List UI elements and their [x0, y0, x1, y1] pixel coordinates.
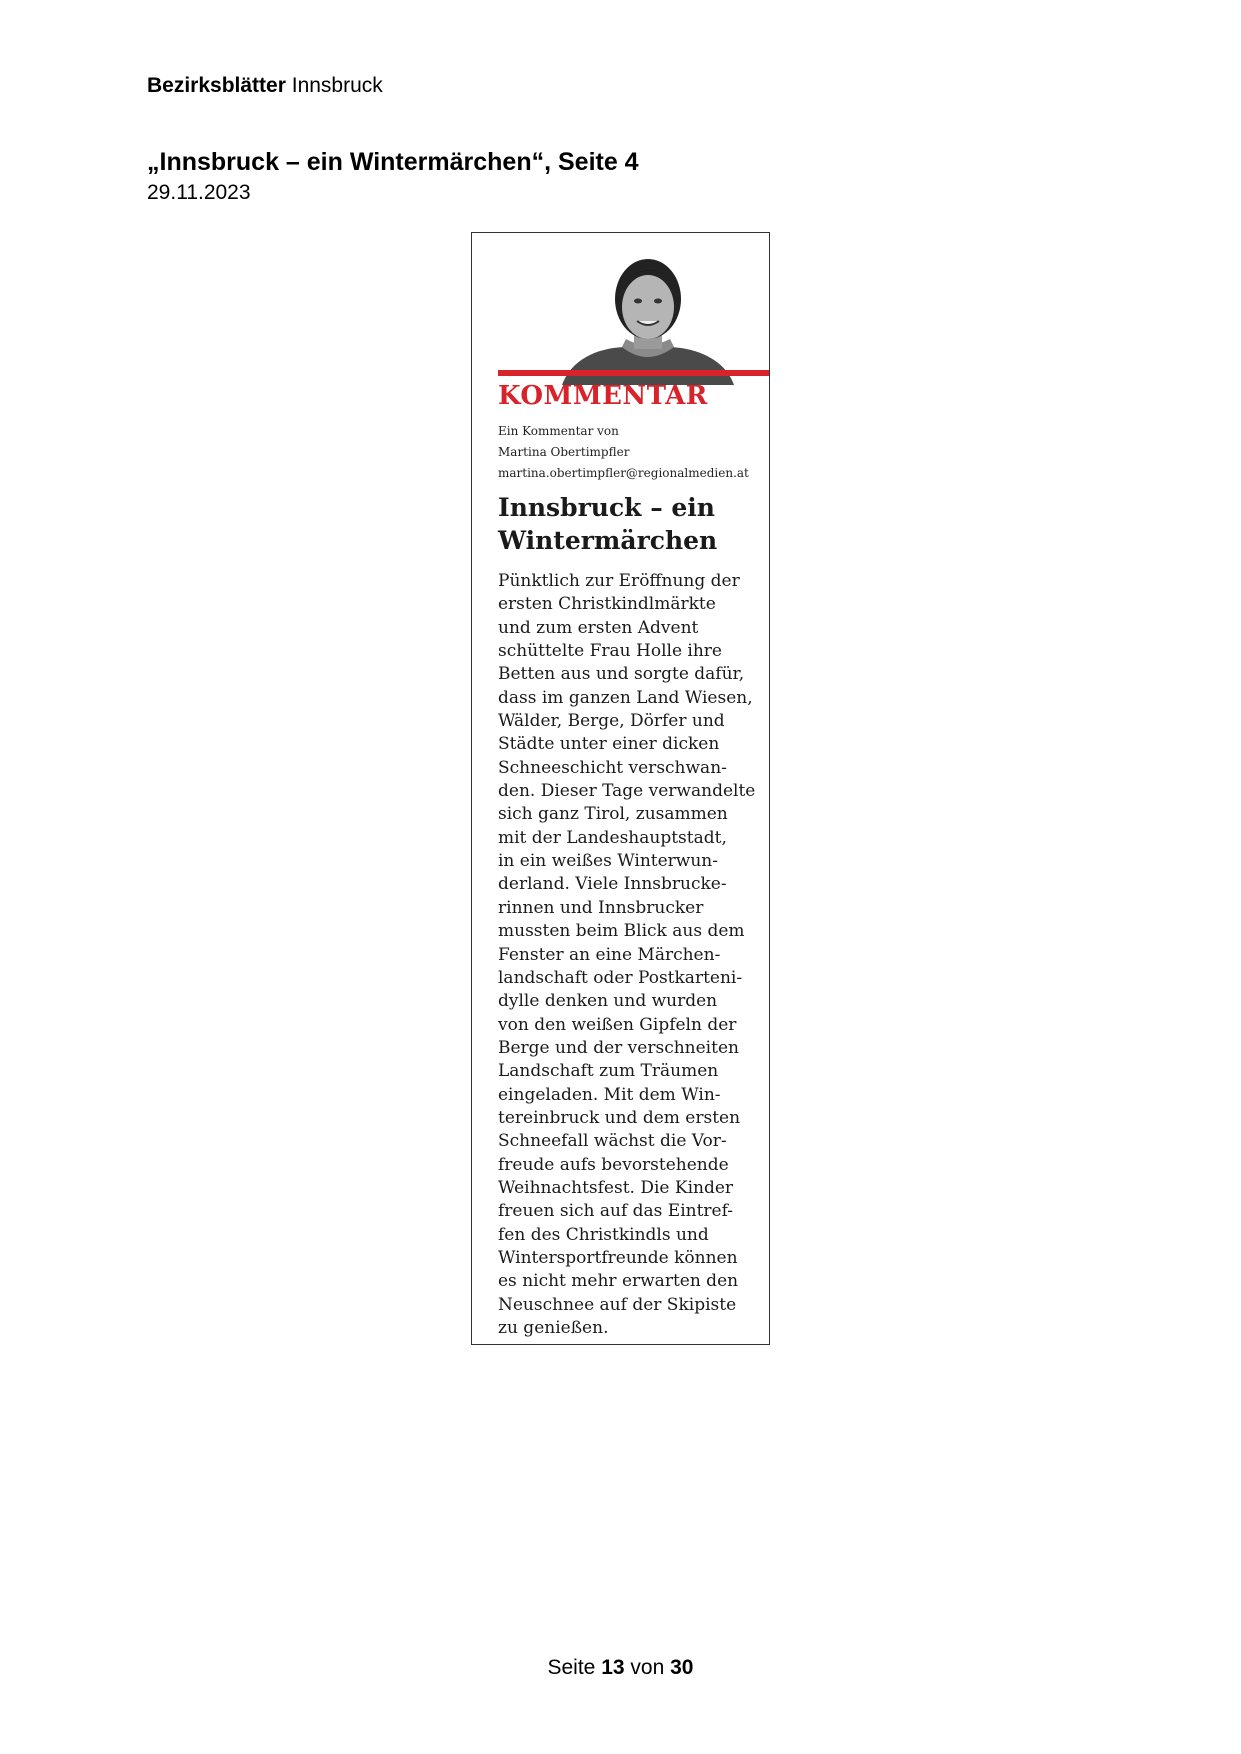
body-line: derland. Viele Innsbrucke-	[498, 874, 727, 895]
page-prefix: Seite	[547, 1656, 596, 1679]
body-line: Berge und der verschneiten	[498, 1037, 739, 1058]
publication-region: Innsbruck	[291, 74, 383, 97]
body-line: dylle denken und wurden	[498, 991, 718, 1012]
body-line: mussten beim Blick aus dem	[498, 921, 745, 942]
article-title: „Innsbruck – ein Wintermärchen“, Seite 4	[147, 148, 639, 176]
body-line: Städte unter einer dicken	[498, 734, 720, 755]
article-date: 29.11.2023	[147, 181, 251, 204]
body-line: fen des Christkindls und	[498, 1224, 709, 1245]
body-line: von den weißen Gipfeln der	[498, 1014, 737, 1035]
author-portrait	[552, 247, 742, 385]
body-line: tereinbruck und dem ersten	[498, 1107, 741, 1128]
total-pages: 30	[670, 1656, 694, 1679]
body-line: freude aufs bevorstehende	[498, 1154, 729, 1175]
byline-email: martina.obertimpfler@regionalmedien.at	[498, 466, 749, 480]
body-line: schüttelte Frau Holle ihre	[498, 641, 722, 662]
body-line: den. Dieser Tage verwandelte	[498, 781, 756, 802]
body-line: in ein weißes Winterwun-	[498, 851, 719, 872]
newspaper-clipping	[471, 232, 770, 1345]
body-line: Schneeschicht verschwan-	[498, 757, 727, 778]
comment-heading-line: Innsbruck – ein	[498, 493, 715, 522]
body-line: rinnen und Innsbrucker	[498, 897, 704, 918]
byline	[498, 421, 770, 484]
body-line: freuen sich auf das Eintref-	[498, 1201, 734, 1222]
body-line: zu genießen.	[498, 1318, 609, 1338]
body-line: sich ganz Tirol, zusammen	[498, 804, 728, 825]
body-line: dass im ganzen Land Wiesen,	[498, 687, 753, 708]
body-line: Neuschnee auf der Skipiste	[498, 1294, 737, 1315]
publication-header	[147, 74, 383, 98]
body-line: Pünktlich zur Eröffnung der	[498, 571, 740, 591]
body-line: landschaft oder Postkarteni-	[498, 967, 743, 988]
body-line: und zum ersten Advent	[498, 617, 699, 638]
body-line: mit der Landeshauptstadt,	[498, 827, 727, 848]
comment-heading-line: Wintermärchen	[498, 526, 718, 555]
section-label: KOMMENTAR	[498, 381, 708, 411]
body-line: es nicht mehr erwarten den	[498, 1271, 739, 1292]
body-line: Landschaft zum Träumen	[498, 1061, 719, 1082]
body-line: Wälder, Berge, Dörfer und	[498, 711, 725, 732]
comment-body	[498, 570, 770, 1340]
page-of: von	[630, 1656, 665, 1679]
comment-heading	[498, 491, 768, 557]
body-line: ersten Christkindlmärkte	[498, 594, 716, 615]
current-page: 13	[601, 1656, 625, 1679]
body-line: eingeladen. Mit dem Win-	[498, 1084, 721, 1105]
body-line: Betten aus und sorgte dafür,	[498, 664, 745, 685]
byline-intro: Ein Kommentar von	[498, 424, 619, 438]
publication-name: Bezirksblätter	[147, 74, 286, 97]
body-line: Weihnachtsfest. Die Kinder	[498, 1177, 734, 1198]
page-number	[0, 1656, 1241, 1680]
section-divider	[498, 370, 770, 376]
byline-author: Martina Obertimpfler	[498, 445, 630, 459]
body-line: Wintersportfreunde können	[498, 1247, 738, 1268]
body-line: Schneefall wächst die Vor-	[498, 1131, 727, 1152]
body-line: Fenster an eine Märchen-	[498, 944, 721, 965]
